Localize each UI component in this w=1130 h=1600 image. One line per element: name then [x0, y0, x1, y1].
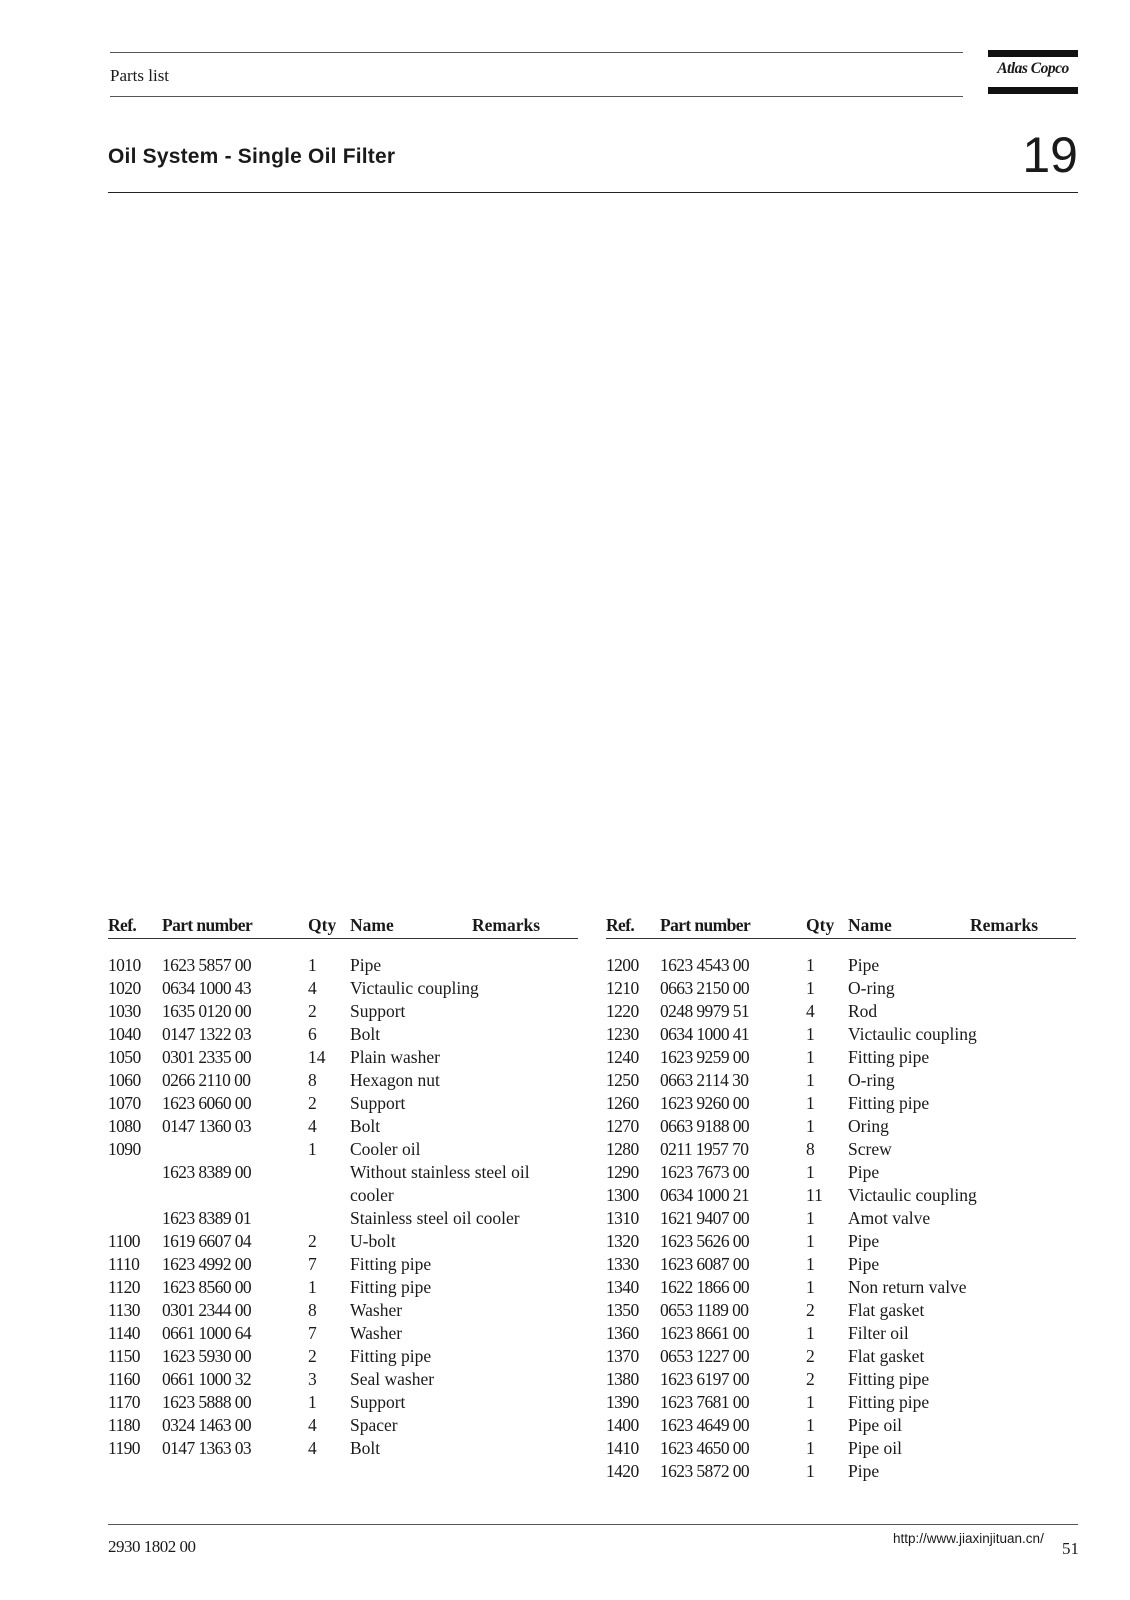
cell-ref: 1410	[606, 1438, 639, 1458]
cell-qty: 7	[308, 1254, 317, 1274]
cell-ref: 1110	[108, 1254, 140, 1274]
cell-part-number: 0663 2114 30	[660, 1070, 749, 1090]
logo-top-bar	[988, 50, 1078, 57]
cell-name: Pipe	[848, 955, 880, 975]
cell-name: Screw	[848, 1139, 892, 1159]
cell-name: U-bolt	[350, 1231, 396, 1251]
cell-part-number: 1623 5930 00	[162, 1346, 252, 1366]
cell-ref: 1220	[606, 1001, 639, 1021]
cell-ref: 1310	[606, 1208, 639, 1228]
table-row	[108, 1070, 578, 1093]
cell-name: Fitting pipe	[350, 1346, 432, 1366]
table-row	[606, 955, 1076, 978]
section-label: Parts list	[110, 66, 170, 85]
cell-name: Washer	[350, 1300, 403, 1320]
cell-qty: 1	[806, 1024, 815, 1044]
cell-part-number: 0147 1363 03	[162, 1438, 252, 1458]
cell-name: cooler	[350, 1185, 394, 1205]
cell-qty: 1	[806, 1323, 815, 1343]
cell-name: Pipe	[350, 955, 382, 975]
table-row	[606, 1346, 1076, 1369]
cell-ref: 1080	[108, 1116, 141, 1136]
cell-ref: 1050	[108, 1047, 141, 1067]
cell-name: Stainless steel oil cooler	[350, 1208, 520, 1228]
page-number: 51	[1062, 1539, 1079, 1558]
table-row	[108, 1300, 578, 1323]
table-row	[606, 1461, 1076, 1484]
cell-name: Cooler oil	[350, 1139, 421, 1159]
table-row	[606, 1415, 1076, 1438]
table-row	[606, 1369, 1076, 1392]
cell-ref: 1190	[108, 1438, 140, 1458]
table-row	[606, 978, 1076, 1001]
cell-qty: 2	[806, 1369, 815, 1389]
cell-ref: 1280	[606, 1139, 639, 1159]
cell-name: O-ring	[848, 1070, 895, 1090]
cell-part-number: 1623 4650 00	[660, 1438, 750, 1458]
cell-name: Pipe	[848, 1461, 880, 1481]
header-ref: Ref.	[108, 915, 137, 935]
cell-qty: 6	[308, 1024, 317, 1044]
cell-qty: 1	[806, 1047, 815, 1067]
cell-name: Fitting pipe	[848, 1047, 930, 1067]
cell-part-number: 0324 1463 00	[162, 1415, 252, 1435]
cell-name: Filter oil	[848, 1323, 909, 1343]
cell-part-number: 1623 6197 00	[660, 1369, 750, 1389]
cell-ref: 1240	[606, 1047, 639, 1067]
header-qty: Qty	[806, 915, 835, 935]
cell-qty: 2	[308, 1093, 317, 1113]
cell-part-number: 0301 2335 00	[162, 1047, 252, 1067]
table-row	[108, 1047, 578, 1070]
header-name: Name	[848, 915, 892, 935]
cell-ref: 1040	[108, 1024, 141, 1044]
table-row	[606, 1093, 1076, 1116]
cell-qty: 1	[806, 1277, 815, 1297]
table-header	[606, 912, 1076, 939]
cell-name: Fitting pipe	[848, 1369, 930, 1389]
cell-ref: 1300	[606, 1185, 639, 1205]
cell-qty: 2	[806, 1346, 815, 1366]
cell-part-number: 1623 5857 00	[162, 955, 252, 975]
table-row	[108, 1369, 578, 1392]
cell-qty: 1	[308, 1277, 317, 1297]
cell-name: Pipe	[848, 1254, 880, 1274]
table-row	[108, 1277, 578, 1300]
cell-qty: 1	[806, 1438, 815, 1458]
header-top-rule	[110, 52, 963, 53]
cell-qty: 8	[806, 1139, 815, 1159]
table-row	[108, 1346, 578, 1369]
cell-part-number: 1623 8560 00	[162, 1277, 252, 1297]
cell-ref: 1290	[606, 1162, 639, 1182]
cell-ref: 1120	[108, 1277, 140, 1297]
cell-ref: 1360	[606, 1323, 639, 1343]
parts-table-right	[606, 912, 1076, 1484]
cell-qty: 14	[308, 1047, 326, 1067]
table-row	[108, 1024, 578, 1047]
cell-part-number: 0663 2150 00	[660, 978, 750, 998]
cell-qty: 8	[308, 1300, 317, 1320]
cell-part-number: 0211 1957 70	[660, 1139, 749, 1159]
cell-qty: 1	[308, 1392, 317, 1412]
table-row	[108, 1093, 578, 1116]
table-row	[108, 978, 578, 1001]
table-row	[606, 1139, 1076, 1162]
table-header	[108, 912, 578, 939]
cell-ref: 1090	[108, 1139, 141, 1159]
header-remarks: Remarks	[970, 915, 1039, 935]
cell-ref: 1390	[606, 1392, 639, 1412]
table-body	[606, 955, 1076, 1484]
cell-ref: 1200	[606, 955, 639, 975]
cell-qty: 1	[806, 1231, 815, 1251]
table-row	[108, 955, 578, 978]
table-row	[606, 1438, 1076, 1461]
document-number: 2930 1802 00	[108, 1537, 196, 1556]
cell-part-number: 1623 5626 00	[660, 1231, 750, 1251]
page-title: Oil System - Single Oil Filter	[108, 145, 396, 168]
table-row	[606, 1047, 1076, 1070]
table-row	[606, 1300, 1076, 1323]
table-row	[606, 1070, 1076, 1093]
cell-name: Washer	[350, 1323, 403, 1343]
cell-part-number: 1623 7673 00	[660, 1162, 750, 1182]
cell-qty: 7	[308, 1323, 317, 1343]
cell-ref: 1070	[108, 1093, 141, 1113]
cell-ref: 1250	[606, 1070, 639, 1090]
cell-qty: 4	[308, 1415, 317, 1435]
cell-ref: 1230	[606, 1024, 639, 1044]
footer-rule	[108, 1524, 1078, 1525]
cell-ref: 1270	[606, 1116, 639, 1136]
cell-name: Bolt	[350, 1438, 381, 1458]
table-row	[108, 1323, 578, 1346]
cell-part-number: 0248 9979 51	[660, 1001, 750, 1021]
cell-name: Support	[350, 1093, 406, 1113]
cell-part-number: 0147 1360 03	[162, 1116, 252, 1136]
cell-qty: 1	[806, 955, 815, 975]
cell-qty: 1	[806, 1116, 815, 1136]
table-row	[606, 1185, 1076, 1208]
cell-name: Fitting pipe	[350, 1254, 432, 1274]
cell-qty: 4	[308, 978, 317, 998]
cell-name: Support	[350, 1392, 406, 1412]
cell-ref: 1420	[606, 1461, 639, 1481]
cell-qty: 2	[806, 1300, 815, 1320]
cell-ref: 1160	[108, 1369, 140, 1389]
header-remarks: Remarks	[472, 915, 541, 935]
cell-part-number: 1621 9407 00	[660, 1208, 750, 1228]
cell-name: Rod	[848, 1001, 878, 1021]
cell-ref: 1130	[108, 1300, 140, 1320]
cell-part-number: 1623 9259 00	[660, 1047, 750, 1067]
table-body	[108, 955, 578, 1461]
cell-name: Without stainless steel oil	[350, 1162, 530, 1182]
table-row	[108, 1116, 578, 1139]
header-qty: Qty	[308, 915, 337, 935]
cell-name: Support	[350, 1001, 406, 1021]
cell-part-number: 1623 8389 01	[162, 1208, 252, 1228]
cell-part-number: 0661 1000 32	[162, 1369, 252, 1389]
cell-part-number: 0661 1000 64	[162, 1323, 252, 1343]
cell-part-number: 1635 0120 00	[162, 1001, 252, 1021]
cell-part-number: 0634 1000 21	[660, 1185, 750, 1205]
table-row	[606, 1254, 1076, 1277]
cell-name: Pipe	[848, 1162, 880, 1182]
cell-part-number: 1623 7681 00	[660, 1392, 750, 1412]
cell-ref: 1400	[606, 1415, 639, 1435]
cell-name: Flat gasket	[848, 1300, 925, 1320]
cell-part-number: 0301 2344 00	[162, 1300, 252, 1320]
footer-url[interactable]: http://www.jiaxinjituan.cn/	[893, 1531, 1044, 1546]
table-row	[108, 1254, 578, 1277]
table-row	[108, 1208, 578, 1231]
cell-qty: 2	[308, 1001, 317, 1021]
table-row	[606, 1323, 1076, 1346]
table-row	[108, 1231, 578, 1254]
table-row	[108, 1415, 578, 1438]
cell-name: O-ring	[848, 978, 895, 998]
cell-name: Bolt	[350, 1116, 381, 1136]
cell-part-number: 0663 9188 00	[660, 1116, 750, 1136]
cell-part-number: 1619 6607 04	[162, 1231, 252, 1251]
cell-name: Oring	[848, 1116, 889, 1136]
cell-part-number: 1623 4649 00	[660, 1415, 750, 1435]
table-row	[108, 1438, 578, 1461]
cell-qty: 1	[308, 1139, 317, 1159]
title-rule	[108, 192, 1078, 193]
cell-ref: 1030	[108, 1001, 141, 1021]
cell-name: Fitting pipe	[848, 1392, 930, 1412]
cell-ref: 1150	[108, 1346, 140, 1366]
table-row	[606, 1024, 1076, 1047]
cell-part-number: 1623 4992 00	[162, 1254, 252, 1274]
cell-qty: 2	[308, 1231, 317, 1251]
cell-part-number: 0634 1000 43	[162, 978, 252, 998]
cell-part-number: 0266 2110 00	[162, 1070, 251, 1090]
cell-name: Pipe oil	[848, 1438, 902, 1458]
cell-name: Pipe	[848, 1231, 880, 1251]
cell-qty: 1	[806, 1208, 815, 1228]
cell-name: Fitting pipe	[350, 1277, 432, 1297]
table-row	[108, 1392, 578, 1415]
cell-ref: 1350	[606, 1300, 639, 1320]
cell-part-number: 0147 1322 03	[162, 1024, 252, 1044]
cell-part-number: 1623 6087 00	[660, 1254, 750, 1274]
parts-table-left	[108, 912, 578, 1461]
cell-name: Spacer	[350, 1415, 398, 1435]
cell-name: Seal washer	[350, 1369, 435, 1389]
cell-name: Non return valve	[848, 1277, 967, 1297]
illustration-area	[108, 210, 1078, 890]
cell-part-number: 1623 5888 00	[162, 1392, 252, 1412]
cell-qty: 1	[806, 1093, 815, 1113]
header-bottom-rule	[110, 96, 963, 97]
cell-qty: 8	[308, 1070, 317, 1090]
cell-name: Victaulic coupling	[848, 1185, 977, 1205]
cell-ref: 1140	[108, 1323, 140, 1343]
cell-qty: 1	[806, 1392, 815, 1412]
cell-part-number: 0653 1227 00	[660, 1346, 750, 1366]
cell-ref: 1330	[606, 1254, 639, 1274]
cell-ref: 1170	[108, 1392, 140, 1412]
cell-name: Hexagon nut	[350, 1070, 440, 1090]
cell-name: Flat gasket	[848, 1346, 925, 1366]
table-row	[606, 1277, 1076, 1300]
header-name: Name	[350, 915, 394, 935]
cell-part-number: 1623 9260 00	[660, 1093, 750, 1113]
table-row	[606, 1116, 1076, 1139]
table-row	[108, 1139, 578, 1162]
cell-part-number: 1623 5872 00	[660, 1461, 750, 1481]
cell-ref: 1180	[108, 1415, 140, 1435]
cell-qty: 1	[806, 1070, 815, 1090]
cell-ref: 1320	[606, 1231, 639, 1251]
cell-name: Fitting pipe	[848, 1093, 930, 1113]
cell-name: Plain washer	[350, 1047, 440, 1067]
cell-qty: 4	[308, 1438, 317, 1458]
cell-qty: 1	[806, 1254, 815, 1274]
cell-qty: 1	[308, 955, 317, 975]
header-part-number: Part number	[162, 915, 253, 935]
table-row	[108, 1185, 578, 1208]
table-row	[606, 1392, 1076, 1415]
cell-part-number: 1622 1866 00	[660, 1277, 750, 1297]
cell-qty: 4	[308, 1116, 317, 1136]
cell-ref: 1060	[108, 1070, 141, 1090]
cell-qty: 3	[308, 1369, 317, 1389]
cell-part-number: 1623 8661 00	[660, 1323, 750, 1343]
cell-name: Amot valve	[848, 1208, 931, 1228]
cell-part-number: 1623 4543 00	[660, 955, 750, 975]
cell-part-number: 0634 1000 41	[660, 1024, 750, 1044]
table-row	[606, 1208, 1076, 1231]
cell-qty: 1	[806, 978, 815, 998]
cell-part-number: 0653 1189 00	[660, 1300, 749, 1320]
cell-name: Victaulic coupling	[848, 1024, 977, 1044]
cell-name: Bolt	[350, 1024, 381, 1044]
chapter-number: 19	[1022, 127, 1078, 183]
cell-ref: 1340	[606, 1277, 639, 1297]
header-part-number: Part number	[660, 915, 751, 935]
table-row	[108, 1162, 578, 1185]
cell-ref: 1260	[606, 1093, 639, 1113]
table-row	[108, 1001, 578, 1024]
cell-ref: 1210	[606, 978, 639, 998]
cell-ref: 1100	[108, 1231, 140, 1251]
cell-qty: 11	[806, 1185, 823, 1205]
header-ref: Ref.	[606, 915, 635, 935]
table-row	[606, 1162, 1076, 1185]
cell-name: Victaulic coupling	[350, 978, 479, 998]
cell-ref: 1380	[606, 1369, 639, 1389]
cell-part-number: 1623 6060 00	[162, 1093, 252, 1113]
table-row	[606, 1001, 1076, 1024]
logo-wordmark: Atlas Copco	[997, 60, 1069, 77]
cell-qty: 4	[806, 1001, 815, 1021]
cell-ref: 1020	[108, 978, 141, 998]
cell-ref: 1370	[606, 1346, 639, 1366]
logo-bottom-bar	[988, 87, 1078, 94]
cell-qty: 1	[806, 1461, 815, 1481]
cell-qty: 1	[806, 1415, 815, 1435]
cell-ref: 1010	[108, 955, 141, 975]
brand-logo	[988, 50, 1078, 94]
table-row	[606, 1231, 1076, 1254]
cell-qty: 1	[806, 1162, 815, 1182]
cell-qty: 2	[308, 1346, 317, 1366]
cell-part-number: 1623 8389 00	[162, 1162, 252, 1182]
cell-name: Pipe oil	[848, 1415, 902, 1435]
